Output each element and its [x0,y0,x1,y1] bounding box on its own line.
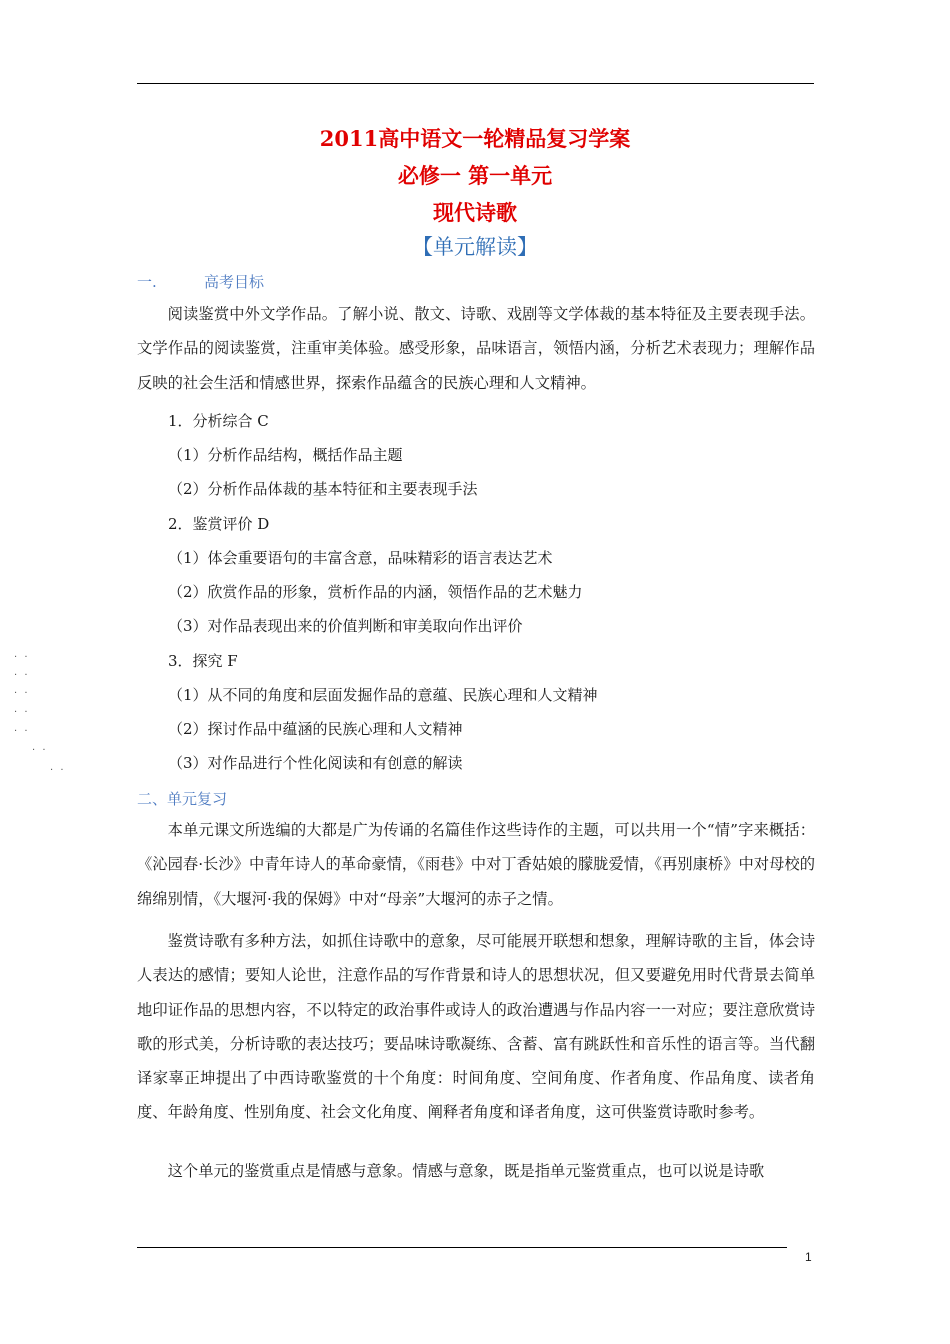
document-topic: 现代诗歌 [433,200,517,225]
list-item: 3．探究 F [168,652,238,670]
document-title: 2011高中语文一轮精品复习学案 [319,126,631,151]
margin-mark: · · [14,688,30,699]
footer-rule [137,1247,787,1248]
list-item: （3）对作品表现出来的价值判断和审美取向作出评价 [168,617,523,635]
section-banner: 【单元解读】 [412,235,538,259]
margin-mark: · · [14,726,30,737]
section-number: 一. [137,273,157,291]
list-item: （2）欣赏作品的形象，赏析作品的内涵，领悟作品的艺术魅力 [168,583,583,601]
margin-mark: · · [50,765,66,776]
list-item: （1）体会重要语句的丰富含意，品味精彩的语言表达艺术 [168,549,553,567]
margin-mark: · · [32,745,48,756]
list-item: （3）对作品进行个性化阅读和有创意的解读 [168,754,463,772]
list-item: 1．分析综合 C [168,412,269,430]
section-heading-review: 二、单元复习 [137,790,228,808]
list-item: （2）探讨作品中蕴涵的民族心理和人文精神 [168,720,463,738]
margin-mark: · · [14,652,30,663]
review-paragraph: 这个单元的鉴赏重点是情感与意象。情感与意象，既是指单元鉴赏重点，也可以说是诗歌 [167,1162,765,1180]
document-subtitle: 必修一 第一单元 [397,163,553,188]
list-item: （1）分析作品结构，概括作品主题 [168,446,403,464]
list-item: 2．鉴赏评价 D [168,515,270,533]
list-item: （1）从不同的角度和层面发掘作品的意蕴、民族心理和人文精神 [168,686,598,704]
header-rule [137,83,814,84]
goals-paragraph: 阅读鉴赏中外文学作品。了解小说、散文、诗歌、戏剧等文学体裁的基本特征及主要表现手法。文学作品的阅读鉴赏，注重审美体验。感受形象，品味语言，领悟内涵，分析艺术表现力；理解作品反映的社会生活和情感世界，探索作品蕴含的民族心理和人文精神。 [137,305,815,392]
margin-mark: · · [14,670,30,681]
list-item: （2）分析作品体裁的基本特征和主要表现手法 [168,480,478,498]
page-number: 1 [805,1250,812,1264]
margin-mark: · · [14,707,30,718]
review-paragraph: 鉴赏诗歌有多种方法，如抓住诗歌中的意象，尽可能展开联想和想象，理解诗歌的主旨，体会诗人表达的感情；要知人论世，注意作品的写作背景和诗人的思想状况，但又要避免用时代背景去简单地印证作品的思想内容，不以特定的政治事件或诗人的政治遭遇与作品内容一一对应；要注意欣赏诗歌的形式美，分析诗歌的表达技巧；要品味诗歌凝练、含蓄、富有跳跃性和音乐性的语言等。当代翻译家辜正坤提出了中西诗歌鉴赏的十个角度：时间角度、空间角度、作者角度、作品角度、读者角度、年龄角度、性别角度、社会文化角度、阐释者角度和译者角度，这可供鉴赏诗歌时参考。 [137,932,815,1122]
section-heading-goals [137,271,264,292]
section-heading-text: 高考目标 [204,273,265,291]
review-paragraph: 本单元课文所选编的大都是广为传诵的名篇佳作这些诗作的主题，可以共用一个“情”字来概括：《沁园春·长沙》中青年诗人的革命豪情，《雨巷》中对丁香姑娘的朦胧爱情，《再别康桥》中对母校的绵绵别情，《大堰河·我的保姆》中对“母亲”大堰河的赤子之情。 [137,821,815,908]
